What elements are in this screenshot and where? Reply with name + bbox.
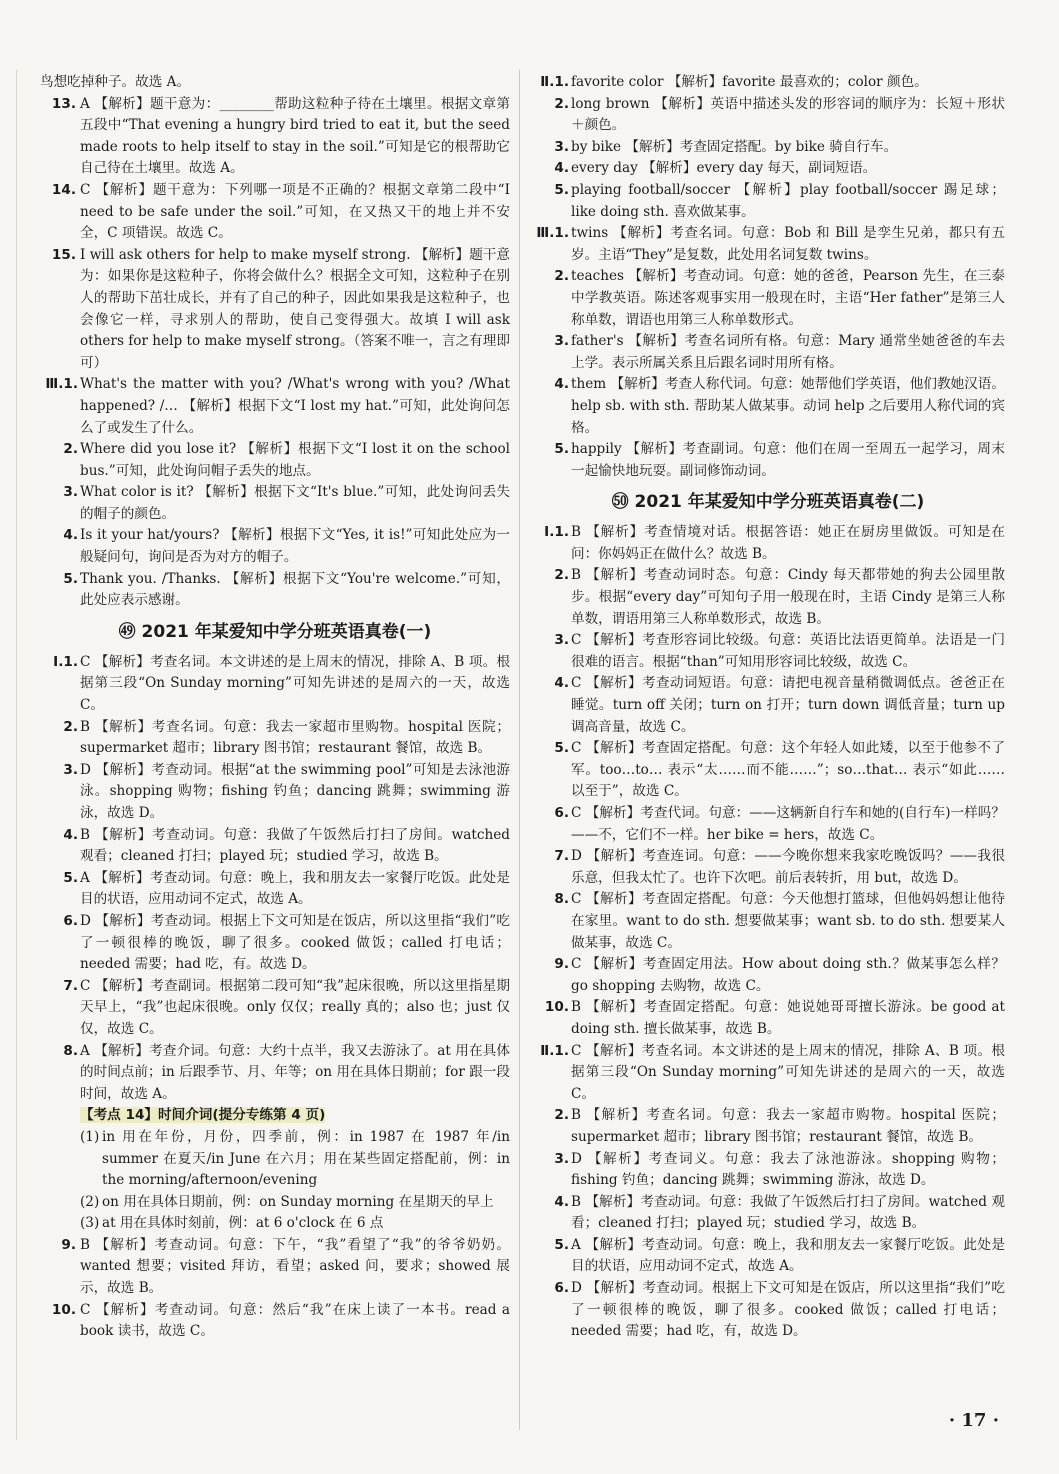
item-number: 7. [63,977,78,994]
item-text: by bike 【解析】考查固定搭配。by bike 骑自行车。 [571,138,898,155]
answer-item [40,374,510,439]
answer-item [531,997,1005,1040]
item-number: 8. [554,891,569,908]
item-number: 2. [554,268,569,285]
answer-item [40,1127,510,1192]
item-text: happily 【解析】考查副词。句意：他们在周一至周五一起学习，周末一起愉快地玩耍。副词修饰动词。 [571,441,1005,479]
answer-item [40,439,510,482]
answer-item [40,569,510,612]
answer-item [531,673,1005,738]
answer-item [40,525,510,568]
answer-item [40,1235,510,1300]
answer-item [531,158,1005,180]
answer-item [40,825,510,868]
item-number: 5. [63,570,78,587]
item-number: 5. [554,1236,569,1253]
item-text: twins 【解析】考查名词。句意：Bob 和 Bill 是孪生兄弟，都只有五岁。主语“They”是复数，此处用名词复数 twins。 [571,225,1005,263]
answer-item [531,846,1005,889]
answer-item [531,738,1005,803]
answer-item [40,652,510,717]
item-text: C 【解析】考查形容词比较级。句意：英语比法语更简单。法语是一门很难的语言。根据“than”可知用形容词比较级，故选 C。 [571,632,1005,670]
answer-item [531,137,1005,159]
item-text: C 【解析】考查副词。根据第二段可知“我”起床很晚，所以这里指星期天早上，“我”也起床很晚。only 仅仅；really 真的；also 也；just 仅仅，故选 C。 [80,977,510,1037]
item-number: 5. [554,181,569,198]
item-text: Is it your hat/yours? 【解析】根据下文“Yes, it is!”可知此处应为一般疑问句，询问是否为对方的帽子。 [80,527,510,566]
section-50-title: ㊿ 2021 年某爱知中学分班英语真卷(二) [611,492,925,513]
item-text: B 【解析】考查动词。句意：我做了午饭然后打扫了房间。watched 观看；cleaned 打扫；played 玩；studied 学习，故选 B。 [571,1193,1005,1232]
answer-item [40,1300,510,1343]
answer-item [40,1213,510,1235]
item-text: B 【解析】考查名词。句意：我去一家超市里购物。hospital 医院；supermarket 超市；library 图书馆；restaurant 餐馆，故选 B。 [80,718,510,757]
item-number: 5. [554,441,569,458]
item-text: What color is it? 【解析】根据下文“It's blue.”可知，此处询问丢失的帽子的颜色。 [80,484,510,522]
item-number: 2. [63,441,78,458]
item-text: every day 【解析】every day 每天，副词短语。 [571,160,877,177]
item-text: D 【解析】考查词义。句意：我去了泳池游泳。shopping 购物；fishing 钓鱼；dancing 跳舞；swimming 游泳，故选 D。 [571,1150,1005,1189]
item-number: 3. [63,761,78,778]
item-number: 2. [554,1107,569,1124]
answer-item [40,717,510,760]
answer-item [531,954,1005,997]
item-text: favorite color 【解析】favorite 最喜欢的；color 颜色。 [571,74,928,90]
answer-item [40,760,510,825]
answer-item [531,223,1005,266]
item-number: Ⅰ.1. [544,524,569,541]
item-text: playing football/soccer 【解析】play football/soccer 踢足球；like doing sth. 喜欢做某事。 [571,181,1005,220]
answer-item [40,245,510,375]
item-text: D 【解析】考查动词。根据上下文可知是在饭店，所以这里指“我们”吃了一顿很棒的晚饭，聊了很多。cooked 做饭；called 打电话；needed 需要；had 吃，有，故选 D。 [571,1280,1005,1340]
item-text: B 【解析】考查情境对话。根据答语：她正在厨房里做饭。可知是在问：你妈妈正在做什么？故选 B。 [571,524,1005,562]
answer-item [40,976,510,1041]
item-number: 10. [51,1301,76,1318]
item-text: A 【解析】考查介词。句意：大约十点半，我又去游泳了。at 用在具体的时间点前；in 后跟季节、月、年等；on 用在具体日期前；for 跟一段时间，故选 A。 [80,1042,510,1102]
item-text: I will ask others for help to make myself strong. 【解析】题干意为：如果你是这粒种子，你将会做什么？根据全文可知，这粒种子在别人的帮助下茁壮成长，并有了自己的种子，因此如果我是这粒种子，也会像它一样，寻求别人的帮助，使自己变得强大。故填 I will ask others for help to make myself strong。（答案不唯一，言之有理即可） [80,246,511,371]
item-text: C 【解析】考查固定搭配。句意：今天他想打篮球，但他妈妈想让他待在家里。want to do sth. 想要做某事；want sb. to do sth. 想要某人做某事，故选 C。 [571,891,1005,951]
binding-edge [0,70,17,1440]
item-text: D 【解析】考查动词。根据“at the swimming pool”可知是去泳池游泳。shopping 购物；fishing 钓鱼；dancing 跳舞；swimming 游泳，故选 D。 [80,761,510,821]
answer-item [531,180,1005,223]
answer-item [40,180,510,245]
item-number: 9. [61,1236,76,1253]
section-49-title: ㊾ 2021 年某爱知中学分班英语真卷(一) [118,621,432,642]
item-number: 10. [544,999,569,1016]
item-number: 3. [554,1150,569,1167]
item-number: 7. [554,848,569,865]
item-number: 6. [63,912,78,929]
answer-item [531,94,1005,137]
answer-item [40,1192,510,1214]
item-number: 4. [554,376,569,393]
item-text: them 【解析】考查人称代词。句意：她帮他们学英语，他们教她汉语。help sb. with sth. 帮助某人做某事。动词 help 之后要用人称代词的宾格。 [571,376,1005,436]
item-text: B 【解析】考查名词。句意：我去一家超市购物。hospital 医院；supermarket 超市；library 图书馆；restaurant 餐馆，故选 B。 [571,1107,1005,1145]
item-number: 6. [554,805,569,821]
item-text: B 【解析】考查固定搭配。句意：她说她哥哥擅长游泳。be good at doing sth. 擅长做某事，故选 B。 [571,999,1005,1037]
item-number: 9. [554,956,569,973]
item-number: 4. [554,675,569,692]
answer-item [531,1278,1005,1343]
item-number: 5. [63,869,78,886]
item-number: 13. [51,95,76,112]
item-text: D 【解析】考查动词。根据上下文可知是在饭店，所以这里指“我们”吃了一顿很棒的晚饭，聊了很多。cooked 做饭；called 打电话；needed 需要；had 吃，有。故选 D。 [80,912,510,973]
item-text: A 【解析】考查动词。句意：晚上，我和朋友去一家餐厅吃饭。此处是目的状语，应用动词不定式，故选 A。 [571,1236,1005,1275]
item-text: Thank you. /Thanks. 【解析】根据下文“You're welcome.”可知，此处应表示感谢。 [80,570,510,609]
item-text: C 【解析】考查动词短语。句意：请把电视音量稍微调低点。爸爸正在睡觉。turn off 关闭；turn on 打开；turn down 调低音量；turn up 调高音量，故选 C。 [571,675,1005,735]
item-number: 6. [554,1280,569,1297]
item-text: C 【解析】考查名词。本文讲述的是上周末的情况，排除 A、B 项。根据第三段“On Sunday morning”可知先讲述的是周六的一天，故选 C。 [571,1042,1005,1102]
item-number: 14. [51,181,76,198]
answer-item [531,630,1005,673]
item-text: B 【解析】考查动词。句意：我做了午饭然后打扫了房间。watched 观看；cleaned 打扫；played 玩；studied 学习，故选 B。 [80,826,510,865]
answer-item [531,439,1005,482]
answer-item [531,1041,1005,1106]
intro-line: 鸟想吃掉种子。故选 A。 [40,74,191,90]
item-number: Ⅱ.1. [540,74,569,90]
item-number: Ⅲ.1. [536,225,569,242]
item-number: 4. [63,527,78,544]
item-number: 2. [554,567,569,584]
item-number: 4. [63,826,78,843]
item-number: 3. [63,484,78,501]
left-column [40,72,510,1343]
right-column [531,72,1005,1343]
item-text: at 用在具体时刻前，例：at 6 o'clock 在 6 点 [102,1215,384,1232]
item-number: 3. [554,632,569,649]
item-text: in 用在年份，月份，四季前，例：in 1987 在 1987 年/in summer 在夏天/in June 在六月；用在某些固定搭配前，例：in the morning/afternoon/evening [102,1128,510,1189]
item-number: Ⅲ.1. [45,376,78,393]
item-number: 3. [554,138,569,155]
answer-item [531,1149,1005,1192]
item-number: 5. [554,740,569,757]
answer-item [40,1041,510,1106]
answer-item [531,331,1005,374]
item-number: 15. [51,246,76,263]
answer-item [531,803,1005,846]
item-text: C 【解析】题干意为：下列哪一项是不正确的？根据文章第二段中“I need to be safe under the soil.”可知，在又热又干的地上并不安全，C 项错误。故选 C。 [80,181,510,242]
item-number: 3. [554,333,569,350]
item-text: long brown 【解析】英语中描述头发的形容词的顺序为：长短＋形状＋颜色。 [571,95,1005,134]
item-number: Ⅱ.1. [540,1042,569,1059]
item-number: 2. [63,718,78,735]
item-number: Ⅰ.1. [53,653,78,670]
answer-item [531,522,1005,565]
answer-item [531,72,1005,94]
item-text: D 【解析】考查连词。句意：——今晚你想来我家吃晚饭吗？——我很乐意，但我太忙了。也许下次吧。前后表转折，用 but，故选 D。 [571,848,1005,886]
item-text: B 【解析】考查动词。句意：下午，“我”看望了“我”的爷爷奶奶。wanted 想要；visited 拜访，看望；asked 问，要求；showed 展示，故选 B。 [80,1236,510,1297]
item-text: C 【解析】考查固定用法。How about doing sth.？做某事怎么样？go shopping 去购物，故选 C。 [571,956,1005,994]
item-text: A 【解析】考查动词。句意：晚上，我和朋友去一家餐厅吃饭。此处是目的状语，应用动词不定式，故选 A。 [80,869,510,908]
answer-item [40,911,510,976]
answer-item [531,889,1005,954]
column-divider [519,70,520,1430]
answer-item [531,1235,1005,1278]
item-text: father's 【解析】考查名词所有格。句意：Mary 通常坐她爸爸的车去上学。表示所属关系且后跟名词时用所有格。 [571,333,1005,371]
item-text: C 【解析】考查代词。句意：——这辆新自行车和她的(自行车)一样吗？——不，它们不一样。her bike = hers，故选 C。 [571,805,1005,843]
answer-item [531,1192,1005,1235]
kaodian-title: 【考点 14】时间介词(提分专练第 4 页) [80,1107,326,1124]
item-text: C 【解析】考查固定搭配。句意：这个年轻人如此矮，以至于他参不了军。too…to… 表示“太……而不能……”；so…that… 表示“如此……以至于”，故选 C。 [571,740,1005,800]
item-number: 4. [554,1193,569,1210]
item-text: on 用在具体日期前，例：on Sunday morning 在星期天的早上 [102,1193,494,1210]
item-number: 8. [63,1042,78,1059]
item-text: A 【解析】题干意为：________帮助这粒种子待在土壤里。根据文章第五段中“That evening a hungry bird tried to eat it, but the seed made roots to help itself to stay in the soil.”可知是它的根帮助它自己待在土壤里。故选 A。 [80,95,510,177]
item-text: B 【解析】考查动词时态。句意：Cindy 每天都带她的狗去公园里散步。根据“every day”可知句子用一般现在时，主语 Cindy 是第三人称单数，谓语用第三人称单数形式，故选 B。 [571,567,1005,627]
item-text: What's the matter with you? /What's wrong with you? /What happened? /… 【解析】根据下文“I lost my hat.”可知，此处询问怎么了或发生了什么。 [80,376,510,436]
item-number: 2. [554,95,569,112]
item-text: Where did you lose it? 【解析】根据下文“I lost it on the school bus.”可知，此处询问帽子丢失的地点。 [80,441,510,479]
item-number: (2) [80,1193,100,1210]
item-text: teaches 【解析】考查动词。句意：她的爸爸，Pearson 先生，在三泰中学教英语。陈述客观事实用一般现在时，主语“Her father”是第三人称单数，谓语也用第三人称单数形式。 [571,268,1005,328]
item-number: (1) [80,1128,100,1145]
item-text: C 【解析】考查动词。句意：然后“我”在床上读了一本书。read a book 读书，故选 C。 [80,1301,510,1340]
answer-item [531,374,1005,439]
item-text: C 【解析】考查名词。本文讲述的是上周末的情况，排除 A、B 项。根据第三段“On Sunday morning”可知先讲述的是周六的一天，故选 C。 [80,653,510,714]
answer-item [40,94,510,180]
answer-item [531,1105,1005,1148]
answer-item [531,565,1005,630]
answer-item [40,868,510,911]
answer-item [531,266,1005,331]
item-number: 4. [554,160,569,177]
page-number: · 17 · [948,1410,999,1431]
item-number: (3) [80,1215,100,1232]
answer-item [40,482,510,525]
